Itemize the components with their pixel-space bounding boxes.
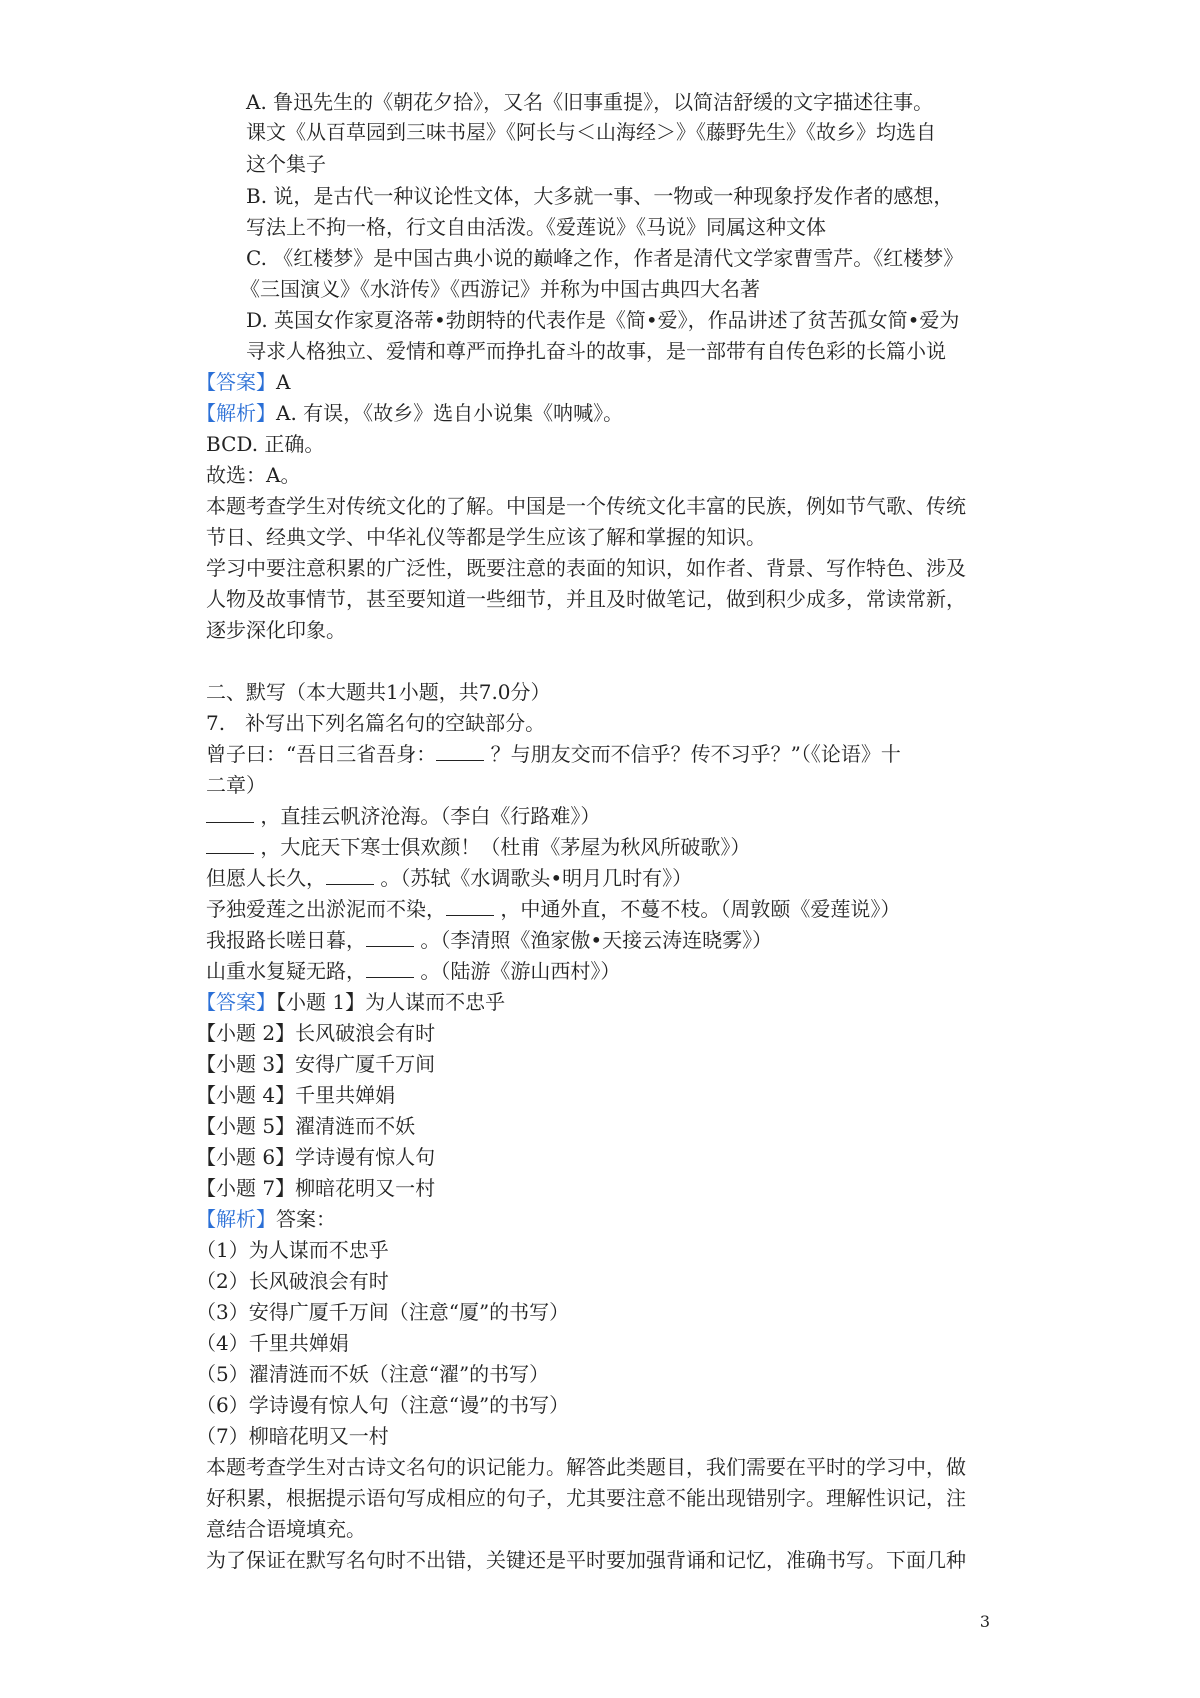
answer-text: A (276, 370, 291, 394)
analysis-2 (196, 1204, 336, 1234)
body-1-line-4: 节日、经典文学、中华礼仪等都是学生应该了解和掌握的知识。 (206, 525, 766, 549)
analysis-item: （1）为人谋而不忠乎 (196, 1238, 389, 1262)
analysis-item: （7）柳暗花明又一村 (196, 1424, 389, 1448)
answer-item: 【小题 6】学诗谩有惊人句 (196, 1145, 436, 1169)
body-1-line-6: 人物及故事情节，甚至要知道一些细节，并且及时做笔记，做到积少成多，常读常新， (206, 587, 966, 611)
body-2-line-4: 为了保证在默写名句时不出错，关键还是平时要加强背诵和记忆，准确书写。下面几种 (206, 1548, 966, 1572)
question-7: 7. 补写出下列名篇名句的空缺部分。 (206, 711, 546, 735)
blank-7 (366, 959, 414, 978)
option-c-line-2: 《三国演义》《水浒传》《西游记》并称为中国古典四大名著 (240, 277, 760, 301)
question-line-2: 二章） (206, 773, 266, 797)
option-d-line-2: 寻求人格独立、爱情和尊严而挣扎奋斗的故事，是一部带有自传色彩的长篇小说 (246, 339, 946, 363)
analysis-item: （4）千里共婵娟 (196, 1331, 349, 1355)
blank-4 (326, 866, 374, 885)
option-b-line-1: B. 说，是古代一种议论性文体，大多就一事、一物或一种现象抒发作者的感想， (246, 184, 954, 208)
body-1-line-2: 故选：A。 (206, 463, 301, 487)
option-b-line-2: 写法上不拘一格，行文自由活泼。《爱莲说》《马说》同属这种文体 (246, 215, 826, 239)
answer-item: 【小题 2】长风破浪会有时 (196, 1021, 436, 1045)
blank-1 (436, 742, 484, 761)
answer-tag: 【答案】 (196, 990, 276, 1014)
blank-2 (206, 804, 254, 823)
question-line-6-start: 予独爱莲之出淤泥而不染， (206, 897, 446, 921)
question-line-5-start: 但愿人长久， (206, 866, 326, 890)
body-1-line-5: 学习中要注意积累的广泛性，既要注意的表面的知识，如作者、背景、写作特色、涉及 (206, 556, 966, 580)
body-2-line-2: 好积累，根据提示语句写成相应的句子，尤其要注意不能出现错别字。理解性识记，注 (206, 1486, 966, 1510)
question-line-6-end: ，中通外直，不蔓不枝。（周敦颐《爱莲说》） (500, 897, 901, 921)
option-d-line-1: D. 英国女作家夏洛蒂•勃朗特的代表作是《简•爱》，作品讲述了贫苦孤女简•爱为 (246, 308, 960, 332)
question-line-1-start: 曾子曰：“吾日三省吾身： (206, 742, 437, 766)
question-line-1 (206, 739, 901, 769)
analysis-item: （2）长风破浪会有时 (196, 1269, 389, 1293)
question-line-7 (206, 925, 772, 955)
answer-tag: 【答案】 (196, 370, 276, 394)
body-2-line-1: 本题考查学生对古诗文名句的识记能力。解答此类题目，我们需要在平时的学习中，做 (206, 1455, 966, 1479)
answer-item: 【小题 5】濯清涟而不妖 (196, 1114, 416, 1138)
question-line-3-text: ，直挂云帆济沧海。（李白《行路难》） (260, 804, 601, 828)
question-line-8 (206, 956, 620, 986)
analysis-tag: 【解析】 (196, 401, 276, 425)
question-line-5-end: 。（苏轼《水调歌头•明月几时有》） (380, 866, 693, 890)
body-1-line-3: 本题考查学生对传统文化的了解。中国是一个传统文化丰富的民族，例如节气歌、传统 (206, 494, 966, 518)
analysis-text: 答案： (276, 1207, 336, 1231)
analysis-1 (196, 398, 623, 428)
page-number: 3 (979, 1612, 990, 1631)
analysis-item: （5）濯清涟而不妖（注意“濯”的书写） (196, 1362, 550, 1386)
question-line-8-start: 山重水复疑无路， (206, 959, 366, 983)
question-line-7-start: 我报路长嗟日暮， (206, 928, 366, 952)
analysis-item: （3）安得广厦千万间（注意“厦”的书写） (196, 1300, 570, 1324)
section-heading: 二、默写（本大题共1小题，共7.0分） (206, 680, 551, 704)
question-line-6 (206, 894, 900, 924)
answer-item: 【小题 3】安得广厦千万间 (196, 1052, 436, 1076)
question-line-7-end: 。（李清照《渔家傲•天接云涛连晓雾》） (420, 928, 773, 952)
answer-item: 【小题 7】柳暗花明又一村 (196, 1176, 436, 1200)
blank-3 (206, 835, 254, 854)
analysis-item: （6）学诗谩有惊人句（注意“谩”的书写） (196, 1393, 570, 1417)
question-line-3 (206, 801, 600, 831)
body-2-line-3: 意结合语境填充。 (206, 1517, 366, 1541)
analysis-tag: 【解析】 (196, 1207, 276, 1231)
question-line-4-text: ，大庇天下寒士俱欢颜！（杜甫《茅屋为秋风所破歌》） (260, 835, 751, 859)
option-a-line-1: A. 鲁迅先生的《朝花夕拾》，又名《旧事重提》，以简洁舒缓的文字描述往事。 (246, 90, 934, 114)
answer-2 (196, 987, 505, 1017)
question-line-8-end: 。（陆游《游山西村》） (420, 959, 621, 983)
answer-1 (196, 367, 290, 397)
question-line-4 (206, 832, 750, 862)
analysis-text: A. 有误，《故乡》选自小说集《呐喊》。 (276, 401, 624, 425)
question-line-5 (206, 863, 692, 893)
body-1-line-1: BCD. 正确。 (206, 432, 325, 456)
option-c-line-1: C. 《红楼梦》是中国古典小说的巅峰之作，作者是清代文学家曹雪芹。《红楼梦》 (246, 246, 964, 270)
answer-item: 【小题 1】为人谋而不忠乎 (276, 990, 506, 1014)
question-line-1-end: ？与朋友交而不信乎？传不习乎？”（《论语》十 (490, 742, 901, 766)
blank-5 (446, 897, 494, 916)
option-a-line-3: 这个集子 (246, 152, 326, 176)
option-a-line-2: 课文《从百草园到三味书屋》《阿长与＜山海经＞》《藤野先生》《故乡》均选自 (246, 120, 936, 144)
blank-6 (366, 928, 414, 947)
answer-item: 【小题 4】千里共婵娟 (196, 1083, 396, 1107)
body-1-line-7: 逐步深化印象。 (206, 618, 346, 642)
